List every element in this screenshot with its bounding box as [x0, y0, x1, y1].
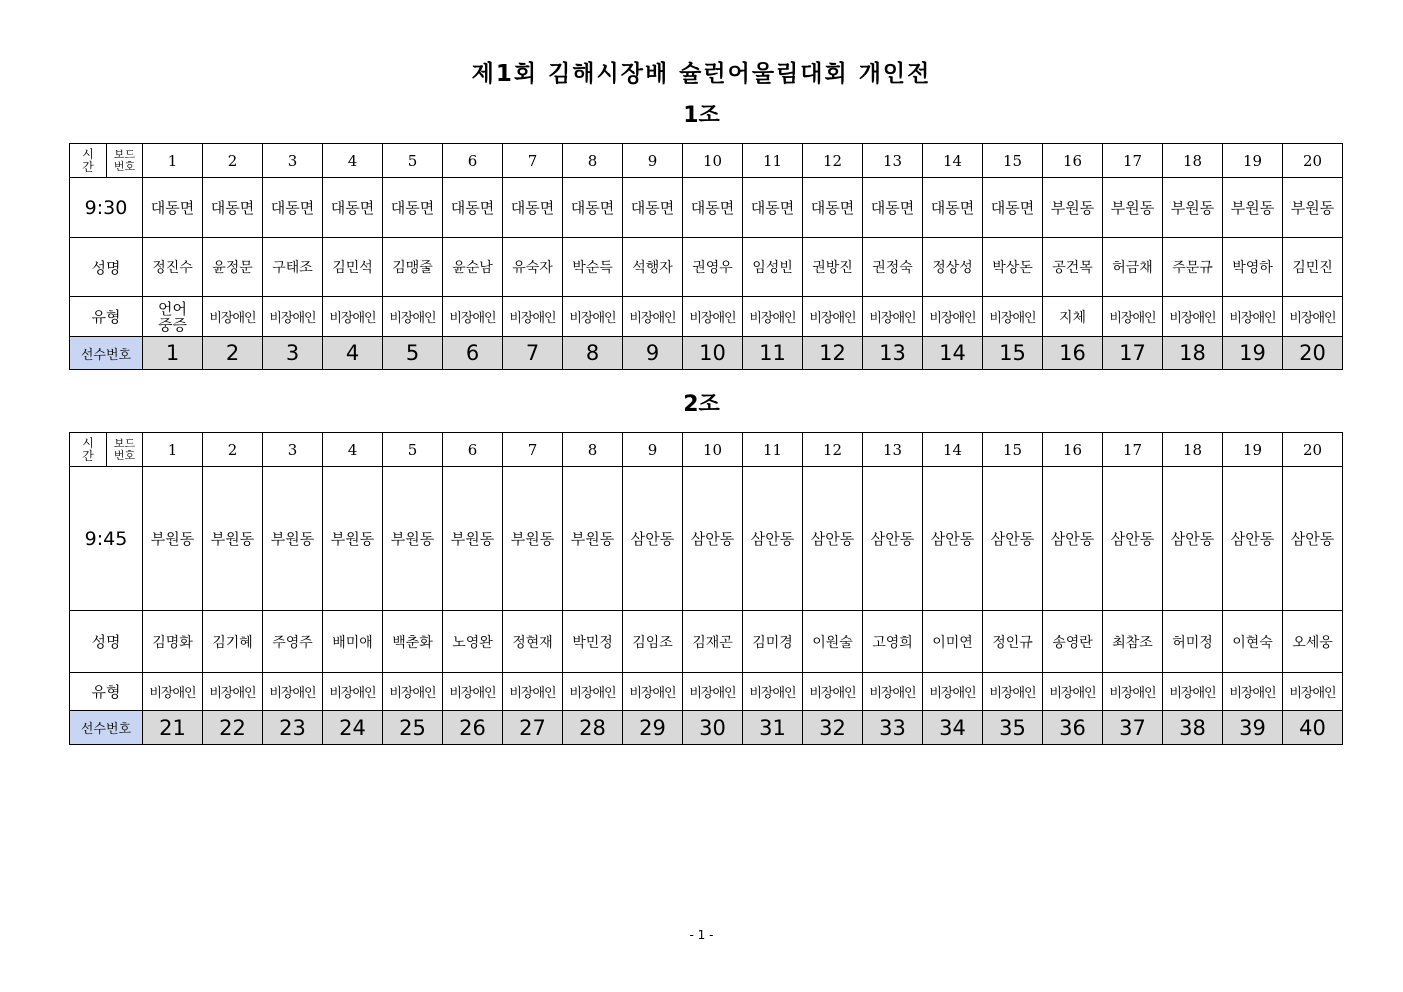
place-cell: 부원동 — [203, 467, 263, 611]
player-number: 35 — [983, 711, 1043, 745]
player-name: 김민진 — [1283, 238, 1343, 297]
player-name: 고영희 — [863, 611, 923, 673]
place-cell: 대동면 — [563, 178, 623, 238]
player-type: 비장애인 — [383, 297, 443, 337]
place-cell: 부원동 — [563, 467, 623, 611]
player-number: 37 — [1103, 711, 1163, 745]
player-number: 10 — [683, 337, 743, 370]
player-number: 33 — [863, 711, 923, 745]
player-type: 비장애인 — [1103, 297, 1163, 337]
player-type: 비장애인 — [263, 297, 323, 337]
place-cell: 삼안동 — [983, 467, 1043, 611]
player-type: 비장애인 — [1223, 297, 1283, 337]
player-name: 권방진 — [803, 238, 863, 297]
group-1-label: 1조 — [683, 103, 720, 128]
player-name: 박민정 — [563, 611, 623, 673]
player-type: 비장애인 — [263, 673, 323, 711]
player-number: 8 — [563, 337, 623, 370]
board-number: 4 — [323, 433, 383, 467]
board-number-header — [107, 433, 142, 466]
player-name: 김기혜 — [203, 611, 263, 673]
name-row-label: 성명 — [70, 611, 143, 673]
player-type: 비장애인 — [923, 297, 983, 337]
player-number: 39 — [1223, 711, 1283, 745]
player-type: 지체 — [1043, 297, 1103, 337]
player-type: 비장애인 — [803, 673, 863, 711]
player-type: 비장애인 — [1043, 673, 1103, 711]
time-header-char-1: 시 — [82, 435, 94, 450]
place-cell: 삼안동 — [743, 467, 803, 611]
player-name: 김맹줄 — [383, 238, 443, 297]
player-name: 배미애 — [323, 611, 383, 673]
player-number: 23 — [263, 711, 323, 745]
player-name: 이원술 — [803, 611, 863, 673]
player-number: 32 — [803, 711, 863, 745]
player-type: 비장애인 — [803, 297, 863, 337]
player-number: 7 — [503, 337, 563, 370]
place-cell: 대동면 — [503, 178, 563, 238]
group-2-table — [69, 432, 1343, 745]
board-number: 14 — [923, 144, 983, 178]
player-name: 김민석 — [323, 238, 383, 297]
player-type: 비장애인 — [743, 673, 803, 711]
player-type: 비장애인 — [203, 297, 263, 337]
player-type: 비장애인 — [683, 297, 743, 337]
player-number: 12 — [803, 337, 863, 370]
place-cell: 부원동 — [383, 467, 443, 611]
board-number-header — [107, 144, 142, 177]
player-type: 비장애인 — [623, 297, 683, 337]
player-name: 박영하 — [1223, 238, 1283, 297]
player-type: 비장애인 — [563, 297, 623, 337]
place-cell: 삼안동 — [863, 467, 923, 611]
place-cell: 대동면 — [683, 178, 743, 238]
player-type: 비장애인 — [1283, 297, 1343, 337]
player-number: 29 — [623, 711, 683, 745]
player-type: 비장애인 — [443, 297, 503, 337]
player-type: 비장애인 — [683, 673, 743, 711]
place-cell: 삼안동 — [1283, 467, 1343, 611]
board-number: 7 — [503, 144, 563, 178]
player-type: 비장애인 — [443, 673, 503, 711]
time-header-char-2: 간 — [82, 159, 94, 174]
board-number: 14 — [923, 433, 983, 467]
player-name: 허금채 — [1103, 238, 1163, 297]
player-name: 공건목 — [1043, 238, 1103, 297]
player-number: 38 — [1163, 711, 1223, 745]
player-number: 28 — [563, 711, 623, 745]
player-name: 구태조 — [263, 238, 323, 297]
place-cell: 부원동 — [263, 467, 323, 611]
board-number: 18 — [1163, 144, 1223, 178]
player-type: 비장애인 — [1163, 297, 1223, 337]
place-cell: 대동면 — [623, 178, 683, 238]
player-type: 비장애인 — [863, 673, 923, 711]
board-number: 20 — [1283, 144, 1343, 178]
group-1-table — [69, 143, 1343, 370]
board-number: 7 — [503, 433, 563, 467]
place-cell: 대동면 — [743, 178, 803, 238]
board-number: 5 — [383, 433, 443, 467]
player-name: 유숙자 — [503, 238, 563, 297]
board-number: 9 — [623, 433, 683, 467]
player-type: 비장애인 — [1223, 673, 1283, 711]
player-number: 30 — [683, 711, 743, 745]
player-number: 25 — [383, 711, 443, 745]
player-number: 9 — [623, 337, 683, 370]
board-number: 12 — [803, 433, 863, 467]
player-number: 27 — [503, 711, 563, 745]
place-cell: 대동면 — [203, 178, 263, 238]
player-number: 19 — [1223, 337, 1283, 370]
start-time: 9:30 — [70, 178, 143, 238]
player-type: 비장애인 — [143, 673, 203, 711]
player-name: 오세웅 — [1283, 611, 1343, 673]
board-number: 15 — [983, 144, 1043, 178]
player-name: 주영주 — [263, 611, 323, 673]
player-type: 비장애인 — [323, 297, 383, 337]
place-cell: 부원동 — [1103, 178, 1163, 238]
board-number: 18 — [1163, 433, 1223, 467]
header-corner-cell — [70, 144, 143, 178]
place-cell: 삼안동 — [923, 467, 983, 611]
player-number-row-label: 선수번호 — [70, 337, 143, 370]
board-number: 19 — [1223, 144, 1283, 178]
player-type: 비장애인 — [623, 673, 683, 711]
group-2-label: 2조 — [683, 392, 720, 417]
board-number: 11 — [743, 433, 803, 467]
document-title: 제1회 김해시장배 슐런어울림대회 개인전 — [471, 61, 932, 87]
board-number: 17 — [1103, 144, 1163, 178]
board-number: 13 — [863, 144, 923, 178]
player-number: 18 — [1163, 337, 1223, 370]
board-number: 20 — [1283, 433, 1343, 467]
player-number: 1 — [143, 337, 203, 370]
player-name: 허미정 — [1163, 611, 1223, 673]
player-number: 24 — [323, 711, 383, 745]
player-name: 박순득 — [563, 238, 623, 297]
player-number: 6 — [443, 337, 503, 370]
player-type: 비장애인 — [383, 673, 443, 711]
place-cell: 부원동 — [503, 467, 563, 611]
player-number: 17 — [1103, 337, 1163, 370]
player-number-row-label: 선수번호 — [70, 711, 143, 745]
place-cell: 삼안동 — [1043, 467, 1103, 611]
player-type: 비장애인 — [923, 673, 983, 711]
board-number: 11 — [743, 144, 803, 178]
place-cell: 대동면 — [323, 178, 383, 238]
player-name: 송영란 — [1043, 611, 1103, 673]
player-type: 비장애인 — [503, 673, 563, 711]
board-number: 4 — [323, 144, 383, 178]
player-name: 김임조 — [623, 611, 683, 673]
player-type: 비장애인 — [983, 673, 1043, 711]
player-number: 5 — [383, 337, 443, 370]
player-name: 임성빈 — [743, 238, 803, 297]
board-number: 6 — [443, 433, 503, 467]
board-number: 9 — [623, 144, 683, 178]
board-header-line-1: 보드 — [113, 147, 136, 161]
player-type: 비장애인 — [1283, 673, 1343, 711]
player-name: 김미경 — [743, 611, 803, 673]
place-cell: 대동면 — [263, 178, 323, 238]
place-cell: 대동면 — [923, 178, 983, 238]
player-name: 김명화 — [143, 611, 203, 673]
place-cell: 대동면 — [383, 178, 443, 238]
board-number: 6 — [443, 144, 503, 178]
player-number: 3 — [263, 337, 323, 370]
board-number: 8 — [563, 144, 623, 178]
time-header — [70, 144, 107, 177]
player-name: 이미연 — [923, 611, 983, 673]
place-cell: 대동면 — [983, 178, 1043, 238]
place-cell: 부원동 — [323, 467, 383, 611]
page-number: - 1 - — [689, 928, 714, 942]
player-type: 언어 중증 — [143, 297, 203, 337]
name-row-label: 성명 — [70, 238, 143, 297]
board-header-line-2: 번호 — [113, 448, 136, 462]
time-header — [70, 433, 107, 466]
player-name: 윤정문 — [203, 238, 263, 297]
place-cell: 부원동 — [1283, 178, 1343, 238]
board-number: 5 — [383, 144, 443, 178]
player-number: 26 — [443, 711, 503, 745]
player-number: 31 — [743, 711, 803, 745]
player-type: 비장애인 — [743, 297, 803, 337]
type-row-label: 유형 — [70, 297, 143, 337]
board-number: 16 — [1043, 144, 1103, 178]
board-header-line-2: 번호 — [113, 159, 136, 173]
board-number: 12 — [803, 144, 863, 178]
board-number: 16 — [1043, 433, 1103, 467]
player-name: 김재곤 — [683, 611, 743, 673]
board-number: 15 — [983, 433, 1043, 467]
player-number: 13 — [863, 337, 923, 370]
board-number: 3 — [263, 144, 323, 178]
board-number: 1 — [143, 433, 203, 467]
player-name: 정상성 — [923, 238, 983, 297]
player-type: 비장애인 — [1103, 673, 1163, 711]
board-number: 1 — [143, 144, 203, 178]
player-name: 박상돈 — [983, 238, 1043, 297]
time-header-char-1: 시 — [82, 146, 94, 161]
place-cell: 부원동 — [443, 467, 503, 611]
place-cell: 부원동 — [1223, 178, 1283, 238]
player-type: 비장애인 — [983, 297, 1043, 337]
player-type: 비장애인 — [863, 297, 923, 337]
player-type: 비장애인 — [503, 297, 563, 337]
board-number: 13 — [863, 433, 923, 467]
header-corner-cell — [70, 433, 143, 467]
player-type: 비장애인 — [1163, 673, 1223, 711]
player-number: 11 — [743, 337, 803, 370]
player-number: 14 — [923, 337, 983, 370]
place-cell: 삼안동 — [1163, 467, 1223, 611]
board-number: 19 — [1223, 433, 1283, 467]
player-number: 34 — [923, 711, 983, 745]
place-cell: 부원동 — [1043, 178, 1103, 238]
player-name: 석행자 — [623, 238, 683, 297]
player-number: 15 — [983, 337, 1043, 370]
start-time: 9:45 — [70, 467, 143, 611]
player-type: 비장애인 — [323, 673, 383, 711]
place-cell: 대동면 — [143, 178, 203, 238]
player-name: 권정숙 — [863, 238, 923, 297]
player-name: 정인규 — [983, 611, 1043, 673]
place-cell: 부원동 — [1163, 178, 1223, 238]
board-number: 10 — [683, 144, 743, 178]
place-cell: 대동면 — [803, 178, 863, 238]
board-number: 17 — [1103, 433, 1163, 467]
player-name: 주문규 — [1163, 238, 1223, 297]
player-number: 4 — [323, 337, 383, 370]
place-cell: 삼안동 — [683, 467, 743, 611]
player-number: 36 — [1043, 711, 1103, 745]
player-type: 비장애인 — [203, 673, 263, 711]
place-cell: 삼안동 — [1103, 467, 1163, 611]
player-name: 권영우 — [683, 238, 743, 297]
player-number: 40 — [1283, 711, 1343, 745]
player-number: 20 — [1283, 337, 1343, 370]
player-name: 정진수 — [143, 238, 203, 297]
board-number: 2 — [203, 433, 263, 467]
place-cell: 부원동 — [143, 467, 203, 611]
board-number: 8 — [563, 433, 623, 467]
player-name: 최참조 — [1103, 611, 1163, 673]
place-cell: 삼안동 — [803, 467, 863, 611]
place-cell: 삼안동 — [1223, 467, 1283, 611]
player-name: 정현재 — [503, 611, 563, 673]
board-header-line-1: 보드 — [113, 436, 136, 450]
type-row-label: 유형 — [70, 673, 143, 711]
player-number: 16 — [1043, 337, 1103, 370]
board-number: 10 — [683, 433, 743, 467]
player-name: 백춘화 — [383, 611, 443, 673]
place-cell: 대동면 — [443, 178, 503, 238]
player-name: 이현숙 — [1223, 611, 1283, 673]
place-cell: 삼안동 — [623, 467, 683, 611]
player-name: 윤순남 — [443, 238, 503, 297]
time-header-char-2: 간 — [82, 448, 94, 463]
place-cell: 대동면 — [863, 178, 923, 238]
player-number: 2 — [203, 337, 263, 370]
player-number: 22 — [203, 711, 263, 745]
player-name: 노영완 — [443, 611, 503, 673]
player-type: 비장애인 — [563, 673, 623, 711]
board-number: 2 — [203, 144, 263, 178]
player-number: 21 — [143, 711, 203, 745]
board-number: 3 — [263, 433, 323, 467]
